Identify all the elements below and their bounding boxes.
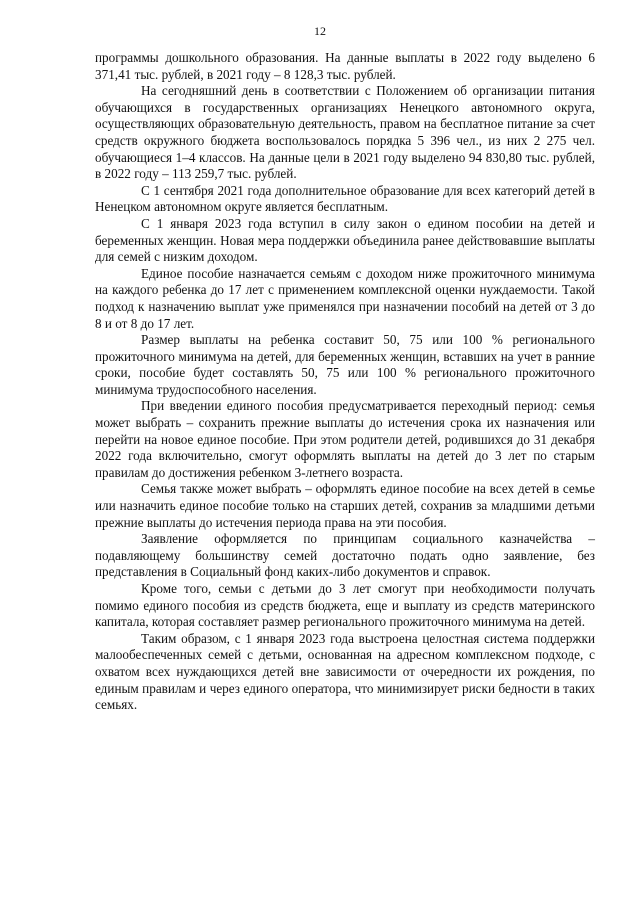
paragraph-unified-allowance-law: С 1 января 2023 года вступил в силу закон о едином пособии на детей и беременных женщин. Новая мера поддержки объединила ранее действовавшие выплаты для семей с низким доходом. [95,215,595,265]
paragraph-payment-amount: Размер выплаты на ребенка составит 50, 75 или 100 % регионального прожиточного минимума на детей, для беременных женщин, вставших на учет в ранние сроки, пособие будет составлять 50, 75 или 100 % регионального прожиточного минимума трудоспособного населения. [95,332,595,397]
paragraph-transition-period: При введении единого пособия предусматривается переходный период: семья может выбрать – сохранить прежние выплаты до истечения срока их назначения или перейти на новое единое пособие. При этом родители детей, родившихся до 31 декабря 2022 года включительно, смогут оформлять выплаты на детей до 3 лет по старым правилам до достижения ребенком 3-летнего возраста. [95,398,595,480]
paragraph-application-process: Заявление оформляется по принципам социального казначейства – подавляющему большинству семей достаточно подать одно заявление, без представления в Социальный фонд каких-либо документов и справок. [95,531,595,580]
paragraph-maternity-capital: Кроме того, семьи с детьми до 3 лет смогут при необходимости получать помимо единого пособия из средств бюджета, еще и выплату из средств материнского капитала, которая составляет размер регионального прожиточного минимума на детей. [95,581,595,630]
paragraph-family-choice: Семья также может выбрать – оформлять единое пособие на всех детей в семье или назначить единое пособие только на старших детей, сохранив за младшими детьми прежние выплаты до истечения периода права на эти пособия. [95,481,595,530]
paragraph-preschool-payments: программы дошкольного образования. На данные выплаты в 2022 году выделено 6 371,41 тыс. рублей, в 2021 году – 8 128,3 тыс. рублей. [95,50,595,82]
paragraph-free-additional-education: С 1 сентября 2021 года дополнительное образование для всех категорий детей в Ненецком автономном округе является бесплатным. [95,182,595,215]
page-number: 12 [314,24,326,38]
document-body [95,50,595,714]
paragraph-conclusion: Таким образом, с 1 января 2023 года выстроена целостная система поддержки малообеспеченных семей с детьми, основанная на адресном комплексном подходе, с охватом всех нуждающихся детей вне зависимости от очередности их рождения, по единым правилам и через единого оператора, что минимизирует риски бедности в таких семьях. [95,630,595,713]
paragraph-allowance-eligibility: Единое пособие назначается семьям с доходом ниже прожиточного минимума на каждого ребенка до 17 лет с применением комплексной оценки нуждаемости. Такой подход к назначению выплат уже применялся при назначении пособий на детей от 3 до 8 и от 8 до 17 лет. [95,265,595,331]
paragraph-free-meals: На сегодняшний день в соответствии с Положением об организации питания обучающихся в государственных организациях Ненецкого автономного округа, осуществляющих образовательную деятельность, правом на бесплатное питание за счет средств окружного бюджета воспользовалось порядка 5 396 чел., из них 2 275 чел. обучающиеся 1–4 классов. На данные цели в 2021 году выделено 94 830,80 тыс. рублей, в 2022 году – 113 259,7 тыс. рублей. [95,83,595,182]
